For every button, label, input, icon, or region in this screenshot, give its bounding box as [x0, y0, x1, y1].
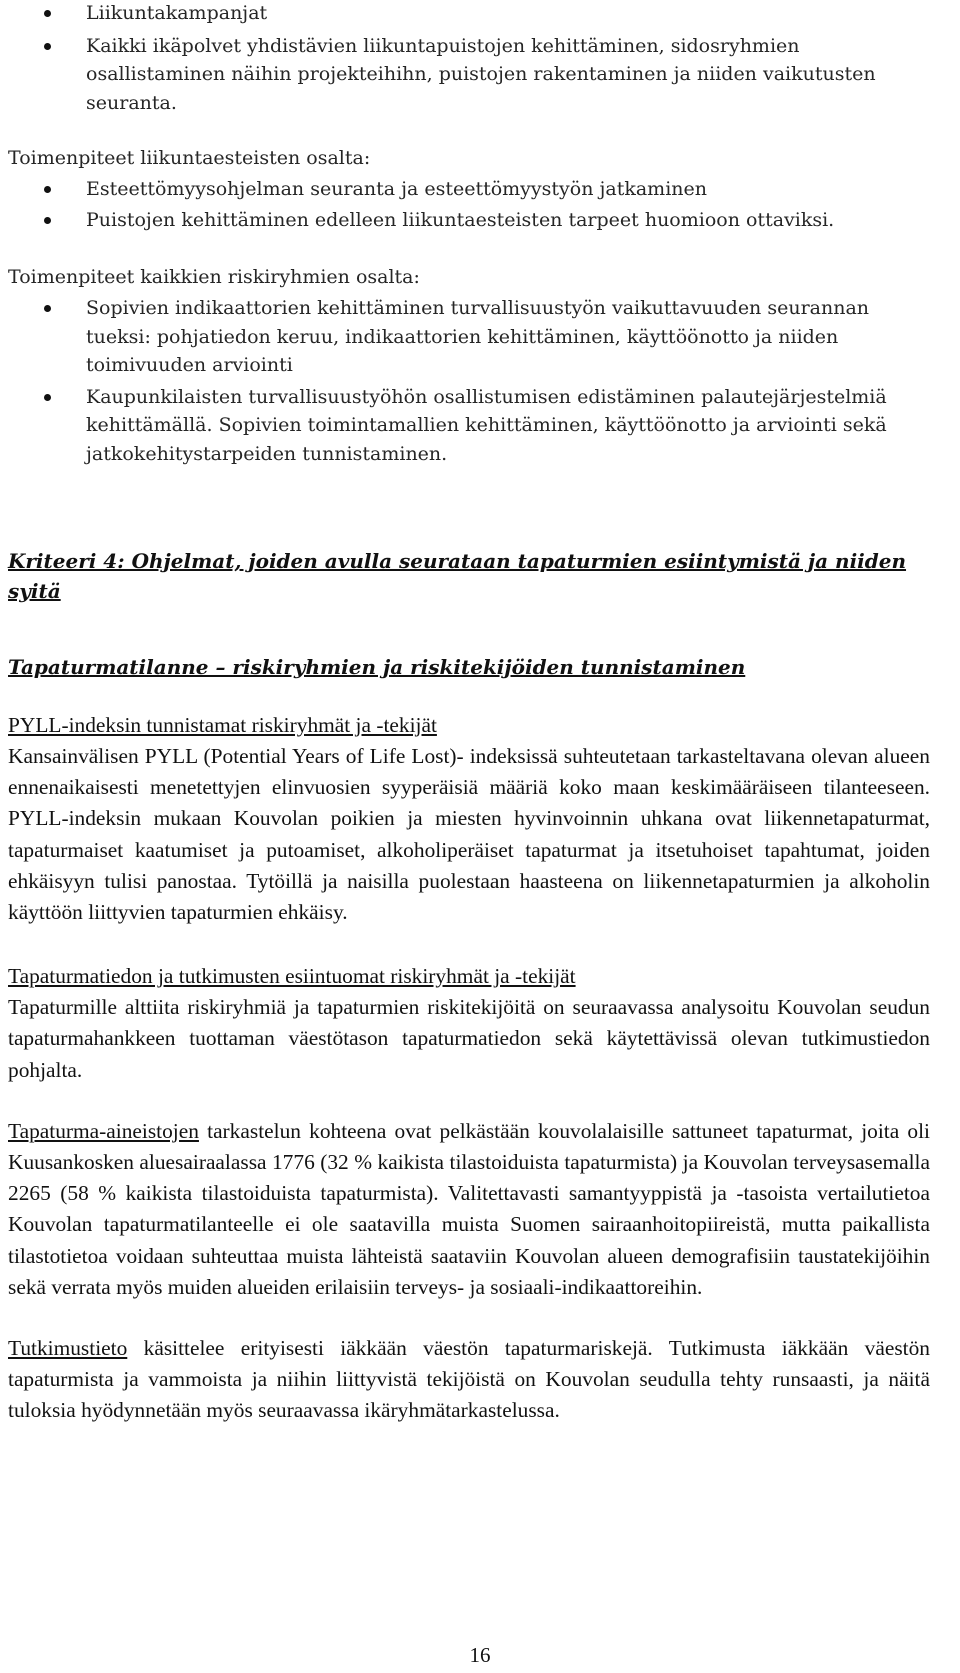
list-item: Puistojen kehittäminen edelleen liikuntaesteisten tarpeet huomioon ottaviksi. [8, 206, 930, 235]
bullet-icon [44, 186, 51, 193]
section-heading-disabled: Toimenpiteet liikuntaesteisten osalta: [8, 147, 371, 169]
section-subtitle: Tapaturmatilanne – riskiryhmien ja riskitekijöiden tunnistaminen [8, 655, 746, 679]
research-heading: Tapaturmatiedon ja tutkimusten esiintuomat riskiryhmät ja -tekijät [8, 964, 576, 989]
list-item: Esteettömyysohjelman seuranta ja esteettömyystyön jatkaminen [8, 175, 930, 204]
bullet-icon [44, 305, 51, 312]
bullet-icon [44, 43, 51, 50]
study-paragraph [8, 1333, 930, 1427]
all-bullet-list [8, 294, 930, 468]
list-item: Liikuntakampanjat [8, 0, 930, 28]
top-bullet-list [8, 0, 930, 117]
section-heading-all: Toimenpiteet kaikkien riskiryhmien osalta: [8, 265, 420, 288]
list-item: Sopivien indikaattorien kehittäminen turvallisuustyön vaikuttavuuden seurannan tueksi: pohjatiedon keruu, indikaattorien kehittäminen, käyttöönotto ja niiden toimivuuden arviointi [8, 294, 930, 380]
bullet-icon [44, 394, 51, 401]
document-page [8, 0, 930, 1427]
list-item: Kaupunkilaisten turvallisuustyöhön osallistumisen edistäminen palautejärjestelmiä kehittämällä. Sopivien toimintamallien kehittäminen, käyttöönotto ja arviointi sekä jatkokehitystarpeiden tunnistaminen. [8, 383, 930, 469]
disabled-bullet-list [8, 175, 930, 235]
study-text: käsittelee erityisesti iäkkään väestön tapaturmariskejä. Tutkimusta iäkkään väestön tapaturmista ja vammoista ja niihin liittyvistä tekijöistä on Kouvolan seudulla tehty runsaasti, ja näitä tuloksia hyödynnetään myös seuraavassa ikäryhmätarkastelussa. [8, 1336, 930, 1423]
page-number: 16 [469, 1643, 491, 1667]
study-term: Tutkimustieto [8, 1336, 128, 1361]
material-paragraph [8, 1116, 930, 1303]
material-term: Tapaturma-aineistojen [8, 1118, 199, 1143]
bullet-icon [44, 217, 51, 224]
list-item: Kaikki ikäpolvet yhdistävien liikuntapuistojen kehittäminen, sidosryhmien osallistaminen näihin projekteihihn, puistojen rakentaminen ja niiden vaikutusten seuranta. [8, 32, 930, 118]
criterion-title: Kriteeri 4: Ohjelmat, joiden avulla seurataan tapaturmien esiintymistä ja niiden syitä [8, 549, 907, 603]
research-paragraph: Tapaturmille alttiita riskiryhmiä ja tapaturmien riskitekijöitä on seuraavassa analysoitu Kouvolan seudun tapaturmahankkeen tuottaman väestötason tapaturmatiedon sekä käytettävissä olevan tutkimustiedon pohjalta. [8, 995, 930, 1082]
bullet-icon [44, 10, 51, 17]
pyll-heading: PYLL-indeksin tunnistamat riskiryhmät ja -tekijät [8, 713, 437, 737]
pyll-paragraph: Kansainvälisen PYLL (Potential Years of Life Lost)- indeksissä suhteutetaan tarkasteltavana olevan alueen ennenaikaisesti menetettyjen elinvuosien syyperäisiä määriä koko maan keskimääräiseen tilanteeseen. PYLL-indeksin mukaan Kouvolan poikien ja miesten hyvinvoinnin uhkana ovat liikennetapaturmat, tapaturmaiset kaatumiset ja putoamiset, alkoholiperäiset tapaturmat ja itsetuhoiset tapahtumat, joiden ehkäisyyn tulisi panostaa. Tytöillä ja naisilla puolestaan haasteena on liikennetapaturmien ja alkoholin käyttöön liittyvien tapaturmien ehkäisy. [8, 744, 930, 925]
material-text: tarkastelun kohteena ovat pelkästään kouvolalaisille sattuneet tapaturmat, joita oli Kuusankosken aluesairaalassa 1776 (32 % kaikista tilastoiduista tapaturmista) ja Kouvolan terveysasemalla 2265 (58 % kaikista tilastoiduista tapaturmista). Valitettavasti samantyyppistä ja -tasoista vertailutietoa Kouvolan tapaturmatilanteelle ei ole saatavilla muista Suomen sairaanhoitopiireistä, mutta paikallista tilastotietoa voidaan suhteuttaa muista lähteistä saataviin Kouvolan alueen demografisiin taustatekijöihin sekä verrata myös muiden alueiden erilaisiin terveys- ja sosiaali-indikaattoreihin. [8, 1118, 930, 1299]
